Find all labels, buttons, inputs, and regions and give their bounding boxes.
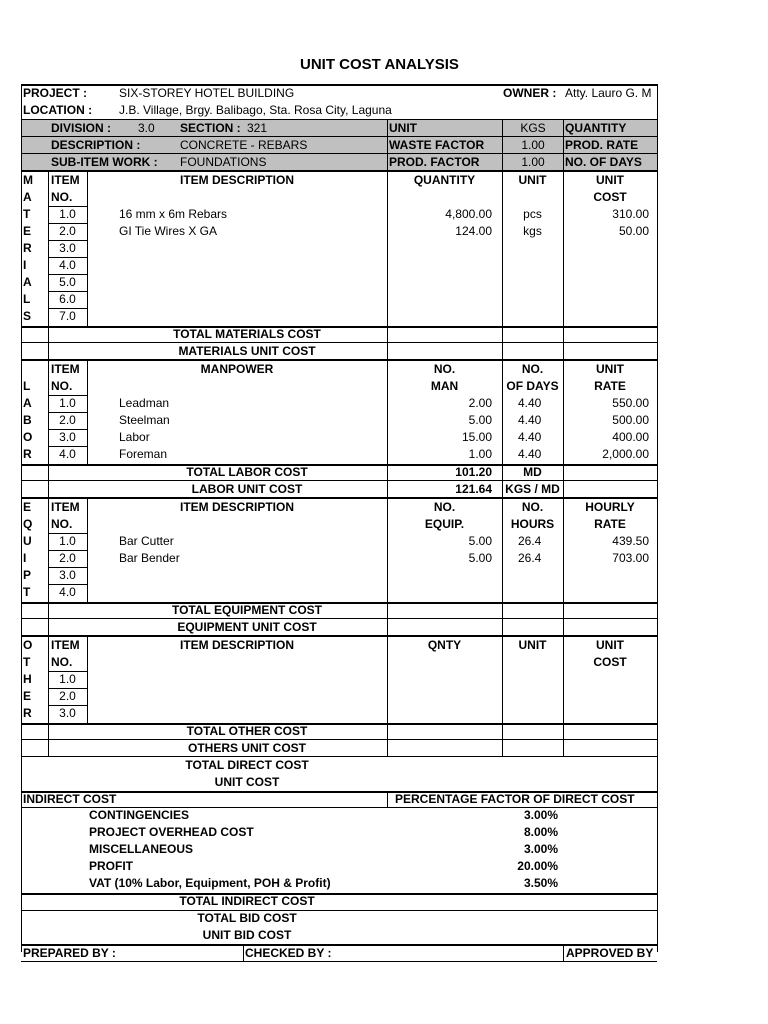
item-number: 3.0 <box>59 430 76 444</box>
row-divider <box>21 635 657 637</box>
item-description: Steelman <box>119 413 170 427</box>
column-divider <box>48 723 49 757</box>
column-divider <box>48 602 49 636</box>
section-label: SECTION : <box>180 121 241 135</box>
column-divider <box>563 944 564 961</box>
column-divider <box>502 723 503 757</box>
side-letter: H <box>23 672 32 686</box>
item-number: 1.0 <box>59 672 76 686</box>
labor-total-value: 101.20 <box>455 465 492 479</box>
col-item-number: ITEM <box>51 362 80 376</box>
unit-bid-cost-label: UNIT BID COST <box>202 928 292 942</box>
col-unit-rate: UNIT <box>596 362 624 376</box>
indirect-item-pct: 20.00% <box>517 859 558 873</box>
side-letter: I <box>23 258 27 272</box>
col-item-number: ITEM <box>51 500 80 514</box>
row-divider <box>21 756 657 757</box>
description-value: CONCRETE - REBARS <box>180 138 308 152</box>
col-no-hours: NO. <box>521 500 544 514</box>
days-label: NO. OF DAYS <box>565 155 642 169</box>
unit-cost-value: 310.00 <box>612 207 649 221</box>
col-unit-cost: UNIT <box>596 638 624 652</box>
project-value: SIX-STOREY HOTEL BUILDING <box>119 86 295 100</box>
side-letter: U <box>23 534 32 548</box>
unit-value: pcs <box>523 207 542 221</box>
column-divider <box>502 636 503 723</box>
column-divider <box>563 602 564 636</box>
quantity-value: 124.00 <box>455 224 492 238</box>
unit-value: kgs <box>523 224 542 238</box>
side-letter: A <box>23 275 32 289</box>
item-number: 6.0 <box>59 292 76 306</box>
no-days-value: 4.40 <box>518 430 542 444</box>
item-number: 4.0 <box>59 258 76 272</box>
column-divider <box>48 464 49 498</box>
column-divider <box>563 723 564 757</box>
column-divider <box>48 326 49 360</box>
indirect-item-pct: 3.00% <box>523 842 558 856</box>
item-description: 16 mm x 6m Rebars <box>119 207 228 221</box>
hourly-rate-value: 703.00 <box>612 551 649 565</box>
column-divider <box>87 360 88 464</box>
item-description: Labor <box>119 430 150 444</box>
hourly-rate-value: 439.50 <box>612 534 649 548</box>
total-label: OTHERS UNIT COST <box>187 741 306 755</box>
column-divider <box>502 120 503 170</box>
col-description: ITEM DESCRIPTION <box>179 500 294 514</box>
side-letter: E <box>23 224 32 238</box>
indirect-item-label: PROJECT OVERHEAD COST <box>89 825 254 839</box>
total-label: MATERIALS UNIT COST <box>178 344 316 358</box>
subitem-value: FOUNDATIONS <box>180 155 267 169</box>
side-letter: P <box>23 568 32 582</box>
col-item-number-2: NO. <box>51 379 73 393</box>
column-divider <box>502 498 503 602</box>
item-number: 2.0 <box>59 413 76 427</box>
column-divider <box>48 360 49 464</box>
item-number: 4.0 <box>59 585 76 599</box>
indirect-item-label: MISCELLANEOUS <box>89 842 194 856</box>
item-description: Foreman <box>119 447 168 461</box>
labor-unit-cost-unit: KGS / MD <box>505 482 560 496</box>
header-top-border <box>21 84 657 86</box>
indirect-item-label: PROFIT <box>89 859 133 873</box>
col-description: MANPOWER <box>200 362 274 376</box>
total-bid-cost-label: TOTAL BID COST <box>197 911 297 925</box>
unit-value: KGS <box>520 121 546 135</box>
unit-rate-value: 550.00 <box>612 396 649 410</box>
item-number: 2.0 <box>59 551 76 565</box>
item-number: 3.0 <box>59 568 76 582</box>
column-divider <box>87 498 88 602</box>
unit-cost-value: 50.00 <box>618 224 649 238</box>
unit-rate-value: 400.00 <box>612 430 649 444</box>
column-divider <box>387 723 388 757</box>
item-number: 2.0 <box>59 689 76 703</box>
column-divider <box>48 171 49 326</box>
labor-total-unit: MD <box>523 465 542 479</box>
left-border <box>21 84 22 952</box>
row-divider <box>21 497 657 499</box>
item-number: 1.0 <box>59 207 76 221</box>
column-divider <box>563 498 564 602</box>
subitem-label: SUB-ITEM WORK : <box>51 155 158 169</box>
division-label: DIVISION : <box>51 121 112 135</box>
column-divider <box>502 360 503 464</box>
item-number: 3.0 <box>59 706 76 720</box>
right-border <box>657 84 658 952</box>
row-divider <box>21 119 657 120</box>
side-letter: S <box>23 309 32 323</box>
side-letter: R <box>23 241 32 255</box>
side-letter: E <box>23 689 32 703</box>
item-number: 7.0 <box>59 309 76 323</box>
indirect-item-pct: 8.00% <box>523 825 558 839</box>
no-days-value: 4.40 <box>518 396 542 410</box>
waste-factor-value: 1.00 <box>521 138 545 152</box>
quantity-value: 4,800.00 <box>445 207 492 221</box>
prod-factor-value: 1.00 <box>521 155 545 169</box>
item-description: Leadman <box>119 396 170 410</box>
row-divider <box>21 170 657 172</box>
item-number: 4.0 <box>59 447 76 461</box>
side-letter: E <box>23 500 32 514</box>
no-equip-value: 5.00 <box>468 534 492 548</box>
section-value: 321 <box>247 121 268 135</box>
col-unit-cost-2: COST <box>593 190 627 204</box>
row-divider <box>21 961 657 962</box>
column-divider <box>387 171 388 326</box>
side-letter: A <box>23 396 32 410</box>
col-no-man: NO. <box>433 362 456 376</box>
total-label: TOTAL EQUIPMENT COST <box>171 603 322 617</box>
owner-label: OWNER : <box>503 86 557 100</box>
location-value: J.B. Village, Brgy. Balibago, Sta. Rosa City, Laguna <box>119 103 392 117</box>
column-divider <box>502 326 503 360</box>
location-label: LOCATION : <box>23 103 93 117</box>
side-letter: Q <box>23 517 33 531</box>
column-divider <box>48 498 49 602</box>
row-divider <box>21 342 657 343</box>
column-divider <box>563 171 564 326</box>
column-divider <box>243 944 244 961</box>
col-unit-cost: UNIT <box>596 173 624 187</box>
col-quantity: QUANTITY <box>413 173 476 187</box>
division-value: 3.0 <box>138 121 155 135</box>
no-hours-value: 26.4 <box>518 551 542 565</box>
indirect-item-pct: 3.50% <box>523 876 558 890</box>
col-item-number-2: NO. <box>51 190 73 204</box>
side-letter: M <box>23 173 33 187</box>
column-divider <box>387 360 388 464</box>
column-divider <box>387 498 388 602</box>
column-divider <box>87 636 88 723</box>
description-label: DESCRIPTION : <box>51 138 141 152</box>
column-divider <box>563 120 564 170</box>
item-number: 3.0 <box>59 241 76 255</box>
row-divider <box>21 944 657 946</box>
column-divider <box>387 326 388 360</box>
total-direct-cost-label: TOTAL DIRECT COST <box>185 758 309 772</box>
labor-unit-cost-value: 121.64 <box>455 482 492 496</box>
column-divider <box>87 171 88 326</box>
col-unit-cost-2: COST <box>593 655 627 669</box>
prod-rate-label: PROD. RATE <box>565 138 639 152</box>
waste-factor-label: WASTE FACTOR <box>389 138 485 152</box>
total-label: TOTAL MATERIALS COST <box>173 327 321 341</box>
col-no-hours-2: HOURS <box>510 517 555 531</box>
item-description: Bar Cutter <box>119 534 174 548</box>
total-label: EQUIPMENT UNIT COST <box>177 620 317 634</box>
side-letter: A <box>23 190 32 204</box>
quantity-label: QUANTITY <box>565 121 627 135</box>
row-divider <box>21 136 657 137</box>
total-label: LABOR UNIT COST <box>191 482 303 496</box>
no-man-value: 15.00 <box>461 430 492 444</box>
column-divider <box>387 791 388 808</box>
col-item-number-2: NO. <box>51 517 73 531</box>
column-divider <box>563 464 564 498</box>
prepared-by-label: PREPARED BY : <box>23 946 116 960</box>
total-label: TOTAL LABOR COST <box>186 465 308 479</box>
col-no-equip-2: EQUIP. <box>424 517 465 531</box>
col-description: ITEM DESCRIPTION <box>179 638 294 652</box>
no-man-value: 2.00 <box>468 396 492 410</box>
item-number: 1.0 <box>59 396 76 410</box>
prod-factor-label: PROD. FACTOR <box>389 155 480 169</box>
col-hourly-rate-2: RATE <box>594 517 626 531</box>
side-letter: R <box>23 706 32 720</box>
column-divider <box>387 602 388 636</box>
unit-rate-value: 500.00 <box>612 413 649 427</box>
col-item-number: ITEM <box>51 173 80 187</box>
approved-by-label: APPROVED BY <box>566 946 654 960</box>
row-divider <box>21 480 657 481</box>
side-letter: T <box>23 655 31 669</box>
column-divider <box>387 636 388 723</box>
side-letter: O <box>23 430 33 444</box>
item-description: Bar Bender <box>119 551 180 565</box>
side-letter: I <box>23 551 27 565</box>
side-letter: T <box>23 585 31 599</box>
unit-label: UNIT <box>389 121 417 135</box>
col-item-number-2: NO. <box>51 655 73 669</box>
side-letter: L <box>23 379 31 393</box>
checked-by-label: CHECKED BY : <box>245 946 332 960</box>
side-letter: T <box>23 207 31 221</box>
indirect-item-label: CONTINGENCIES <box>89 808 190 822</box>
direct-unit-cost-label: UNIT COST <box>214 775 280 789</box>
no-hours-value: 26.4 <box>518 534 542 548</box>
page-title: UNIT COST ANALYSIS <box>300 56 459 73</box>
column-divider <box>563 360 564 464</box>
item-description: GI Tie Wires X GA <box>119 224 218 238</box>
col-unit-rate-2: RATE <box>594 379 626 393</box>
col-no-man-2: MAN <box>430 379 459 393</box>
col-description: ITEM DESCRIPTION <box>179 173 294 187</box>
unit-rate-value: 2,000.00 <box>602 447 649 461</box>
row-divider <box>21 359 657 361</box>
item-number: 1.0 <box>59 534 76 548</box>
no-days-value: 4.40 <box>518 413 542 427</box>
indirect-item-label: VAT (10% Labor, Equipment, POH & Profit) <box>89 876 331 890</box>
col-no-days: NO. <box>521 362 544 376</box>
row-divider <box>21 739 657 740</box>
col-no-equip: NO. <box>433 500 456 514</box>
column-divider <box>387 120 388 170</box>
item-number: 2.0 <box>59 224 76 238</box>
column-divider <box>48 636 49 723</box>
indirect-cost-label: INDIRECT COST <box>23 792 117 806</box>
no-man-value: 5.00 <box>468 413 492 427</box>
column-divider <box>563 636 564 723</box>
no-equip-value: 5.00 <box>468 551 492 565</box>
total-indirect-cost-label: TOTAL INDIRECT COST <box>179 894 315 908</box>
column-divider <box>502 602 503 636</box>
indirect-item-pct: 3.00% <box>523 808 558 822</box>
col-item-number: ITEM <box>51 638 80 652</box>
side-letter: R <box>23 447 32 461</box>
item-number: 5.0 <box>59 275 76 289</box>
project-label: PROJECT : <box>23 86 88 100</box>
no-days-value: 4.40 <box>518 447 542 461</box>
total-label: TOTAL OTHER COST <box>186 724 308 738</box>
col-unit: UNIT <box>518 638 547 652</box>
owner-value: Atty. Lauro G. M <box>565 86 652 100</box>
column-divider <box>563 326 564 360</box>
no-man-value: 1.00 <box>468 447 492 461</box>
row-divider <box>21 618 657 619</box>
pct-factor-header: PERCENTAGE FACTOR OF DIRECT COST <box>395 792 635 806</box>
side-letter: B <box>23 413 32 427</box>
col-hourly-rate: HOURLY <box>585 500 635 514</box>
col-unit: UNIT <box>518 173 547 187</box>
column-divider <box>502 171 503 326</box>
side-letter: O <box>23 638 33 652</box>
side-letter: L <box>23 292 31 306</box>
col-qnty: QNTY <box>427 638 462 652</box>
col-no-days-2: OF DAYS <box>506 379 559 393</box>
row-divider <box>21 153 657 154</box>
